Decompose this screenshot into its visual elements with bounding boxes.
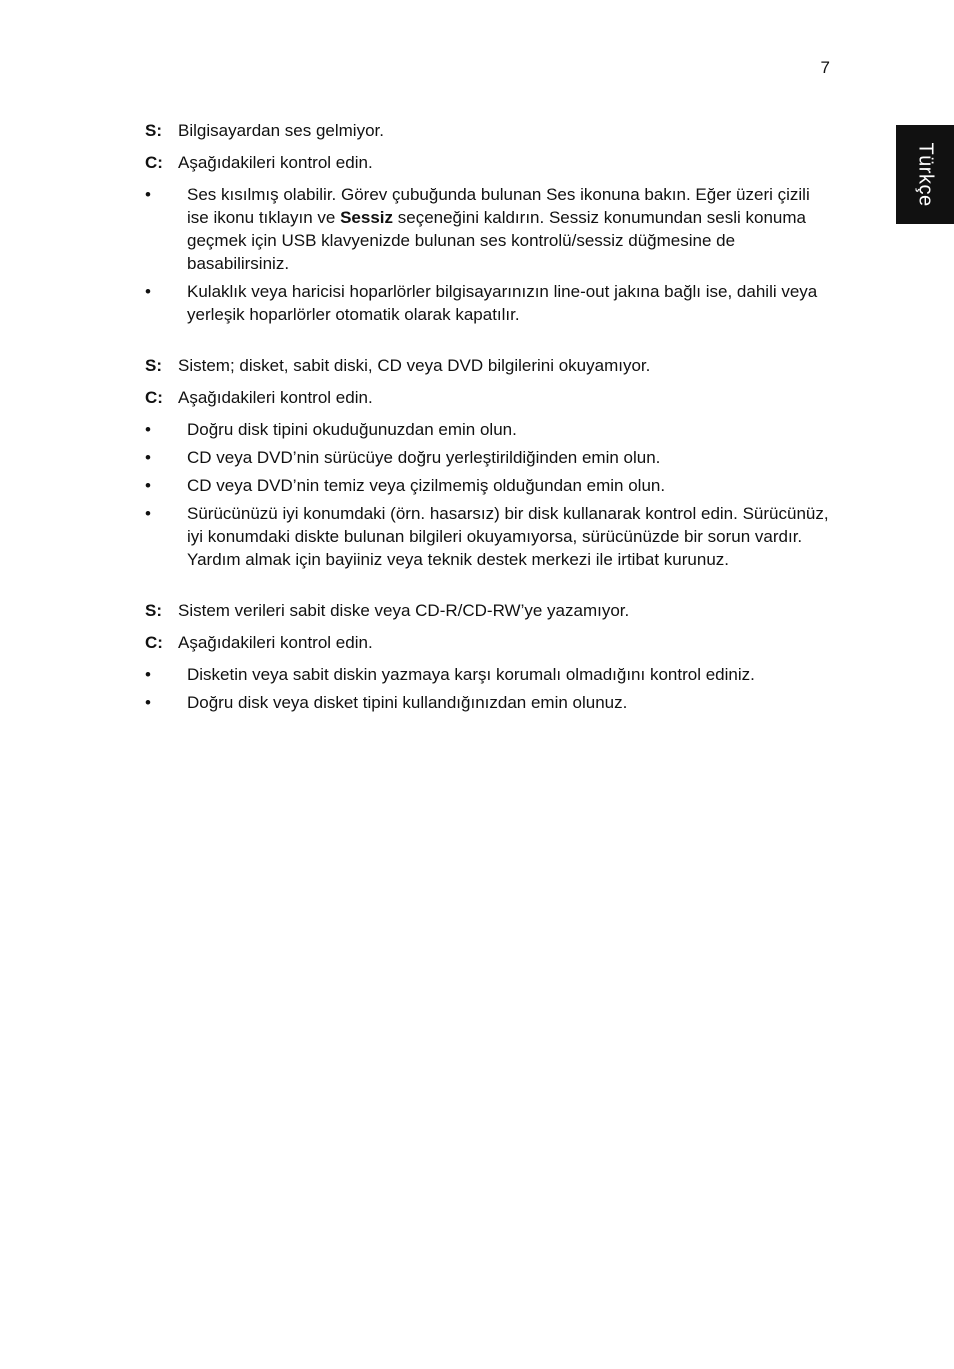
bullet-icon: • [145,665,151,684]
list-item-text: CD veya DVD’nin temiz veya çizilmemiş olduğundan emin olun. [187,476,666,495]
bullet-icon: • [145,448,151,467]
answer-line [145,631,835,654]
bullet-icon: • [145,476,151,495]
bullet-icon: • [145,504,151,523]
list-item-text: Ses kısılmış olabilir. Görev çubuğunda bulunan Ses ikonuna bakın. Eğer üzeri çizili ise ikonu tıklayın ve Sessiz seçeneğini kaldırın. Sessiz konumundan sesli konuma geçmek için USB klavyenizde bulunan ses kontrolü/sessiz düğmesine de basabilirsiniz. [187,185,810,273]
answer-text: Aşağıdakileri kontrol edin. [178,153,373,172]
faq-section-no-sound [145,119,835,326]
answer-prefix: C: [145,633,163,652]
list-item-text: Disketin veya sabit diskin yazmaya karşı korumalı olmadığını kontrol ediniz. [187,665,755,684]
list-item-text: Sürücünüzü iyi konumdaki (örn. hasarsız) bir disk kullanarak kontrol edin. Sürücünüz, iyi konumdaki diskte bulunan bilgileri okuyamıyorsa, sürücünüzde bir sorun vardır. Yardım almak için bayiiniz veya teknik destek merkezi ile irtibat kurunuz. [187,504,829,569]
list-item [145,280,835,326]
list-item [145,691,835,714]
sessiz-option-label: Sessiz [340,208,394,227]
answer-prefix: C: [145,388,163,407]
language-tab [896,125,954,224]
faq-section-cannot-write-disk [145,599,835,714]
bullet-icon: • [145,420,151,439]
answer-prefix: C: [145,153,163,172]
bullet-icon: • [145,185,151,204]
answer-text: Aşağıdakileri kontrol edin. [178,633,373,652]
question-line [145,354,835,377]
language-tab-label: Türkçe [914,142,937,207]
faq-section-cannot-read-disk [145,354,835,571]
question-text: Sistem verileri sabit diske veya CD-R/CD-RW’ye yazamıyor. [178,601,630,620]
page-number: 7 [820,58,830,77]
list-item [145,663,835,686]
list-item-text: Doğru disk veya disket tipini kullandığınızdan emin olunuz. [187,693,628,712]
question-line [145,119,835,142]
question-text: Bilgisayardan ses gelmiyor. [178,121,384,140]
question-line [145,599,835,622]
list-item [145,474,835,497]
question-prefix: S: [145,121,162,140]
list-item [145,183,835,275]
question-prefix: S: [145,356,162,375]
list-item [145,502,835,571]
answer-line [145,386,835,409]
list-item-text: Doğru disk tipini okuduğunuzdan emin olun. [187,420,517,439]
question-text: Sistem; disket, sabit diski, CD veya DVD bilgilerini okuyamıyor. [178,356,651,375]
list-item [145,418,835,441]
question-prefix: S: [145,601,162,620]
bullet-icon: • [145,282,151,301]
bullet-icon: • [145,693,151,712]
list-item-text: CD veya DVD’nin sürücüye doğru yerleştirildiğinden emin olun. [187,448,661,467]
answer-line [145,151,835,174]
list-item [145,446,835,469]
answer-text: Aşağıdakileri kontrol edin. [178,388,373,407]
faq-content [145,119,835,742]
list-item-text: Kulaklık veya haricisi hoparlörler bilgisayarınızın line-out jakına bağlı ise, dahili veya yerleşik hoparlörler otomatik olarak kapatılır. [187,282,818,324]
